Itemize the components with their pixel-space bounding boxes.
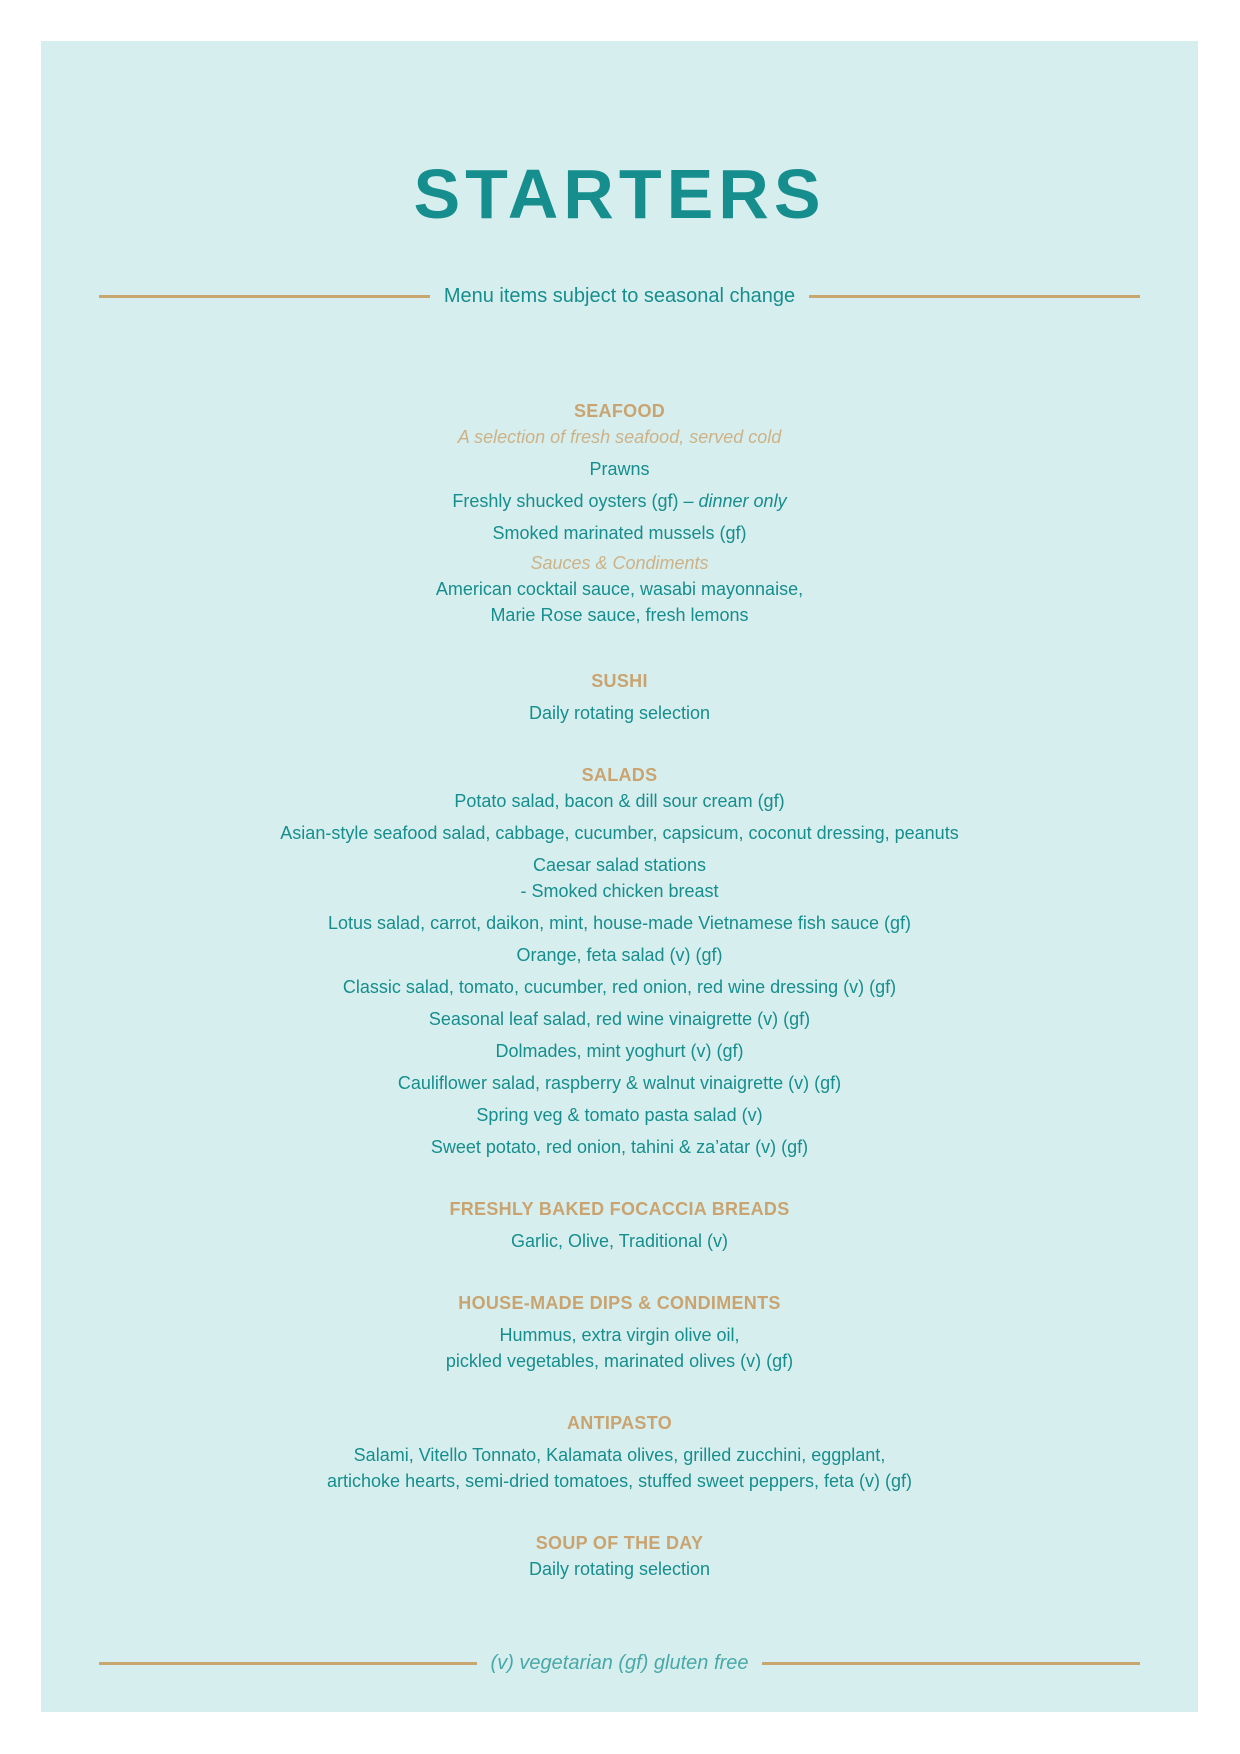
- menu-item: [41, 488, 1198, 514]
- menu-list: [41, 398, 1198, 1618]
- section-soup: [41, 1530, 1198, 1582]
- menu-item: Seasonal leaf salad, red wine vinaigrette (v) (gf): [428, 1009, 811, 1029]
- legend-rule: [99, 1648, 1140, 1678]
- section-heading: SEAFOOD: [573, 401, 666, 421]
- section-heading: HOUSE-MADE DIPS & CONDIMENTS: [458, 1293, 781, 1313]
- page-title: STARTERS: [413, 155, 826, 233]
- section-description: A selection of fresh seafood, served cold: [457, 427, 782, 447]
- section-sushi: [41, 668, 1198, 726]
- menu-item: Caesar salad stations: [532, 855, 707, 875]
- menu-item-text: Freshly shucked oysters (gf): [452, 491, 679, 511]
- section-heading: SOUP OF THE DAY: [535, 1533, 704, 1553]
- section-focaccia: [41, 1196, 1198, 1254]
- menu-item: Potato salad, bacon & dill sour cream (gf): [454, 791, 785, 811]
- menu-item: Garlic, Olive, Traditional (v): [510, 1231, 729, 1251]
- menu-item: Hummus, extra virgin olive oil,: [499, 1325, 740, 1345]
- section-heading: SALADS: [581, 765, 658, 785]
- menu-item: pickled vegetables, marinated olives (v) (gf): [445, 1351, 794, 1371]
- section-heading: FRESHLY BAKED FOCACCIA BREADS: [449, 1199, 790, 1219]
- section-salads: [41, 762, 1198, 1160]
- menu-item: Daily rotating selection: [528, 1559, 711, 1579]
- menu-item: Asian-style seafood salad, cabbage, cucumber, capsicum, coconut dressing, peanuts: [280, 823, 959, 843]
- menu-item: Sweet potato, red onion, tahini & za’atar (v) (gf): [430, 1137, 809, 1157]
- menu-page: [41, 41, 1198, 1712]
- divider-left: [99, 295, 430, 298]
- menu-item: Prawns: [589, 459, 650, 479]
- menu-item: Orange, feta salad (v) (gf): [516, 945, 723, 965]
- menu-item: Spring veg & tomato pasta salad (v): [476, 1105, 763, 1125]
- subtitle-rule: [99, 281, 1140, 311]
- section-heading: ANTIPASTO: [566, 1413, 673, 1433]
- menu-item: Smoked marinated mussels (gf): [492, 523, 747, 543]
- divider-right: [809, 295, 1140, 298]
- divider-left: [99, 1662, 477, 1665]
- menu-item: - Smoked chicken breast: [520, 881, 719, 901]
- menu-item: artichoke hearts, semi-dried tomatoes, stuffed sweet peppers, feta (v) (gf): [327, 1471, 912, 1491]
- menu-item: American cocktail sauce, wasabi mayonnaise,: [435, 579, 804, 599]
- divider-right: [762, 1662, 1140, 1665]
- menu-item: Salami, Vitello Tonnato, Kalamata olives, grilled zucchini, eggplant,: [353, 1445, 886, 1465]
- sauces-heading: Sauces & Condiments: [530, 553, 709, 573]
- section-antipasto: [41, 1410, 1198, 1494]
- section-heading: SUSHI: [591, 671, 648, 691]
- menu-item: Classic salad, tomato, cucumber, red onion, red wine dressing (v) (gf): [342, 977, 897, 997]
- section-dips: [41, 1290, 1198, 1374]
- dietary-legend: (v) vegetarian (gf) gluten free: [490, 1651, 749, 1674]
- dinner-only-note: – dinner only: [678, 491, 787, 511]
- seasonal-note: Menu items subject to seasonal change: [443, 284, 796, 307]
- menu-item: Marie Rose sauce, fresh lemons: [490, 605, 749, 625]
- menu-item: Lotus salad, carrot, daikon, mint, house-made Vietnamese fish sauce (gf): [328, 913, 911, 933]
- section-seafood: [41, 398, 1198, 628]
- menu-item: Dolmades, mint yoghurt (v) (gf): [495, 1041, 744, 1061]
- menu-item: Cauliflower salad, raspberry & walnut vinaigrette (v) (gf): [397, 1073, 842, 1093]
- menu-item: Daily rotating selection: [528, 703, 711, 723]
